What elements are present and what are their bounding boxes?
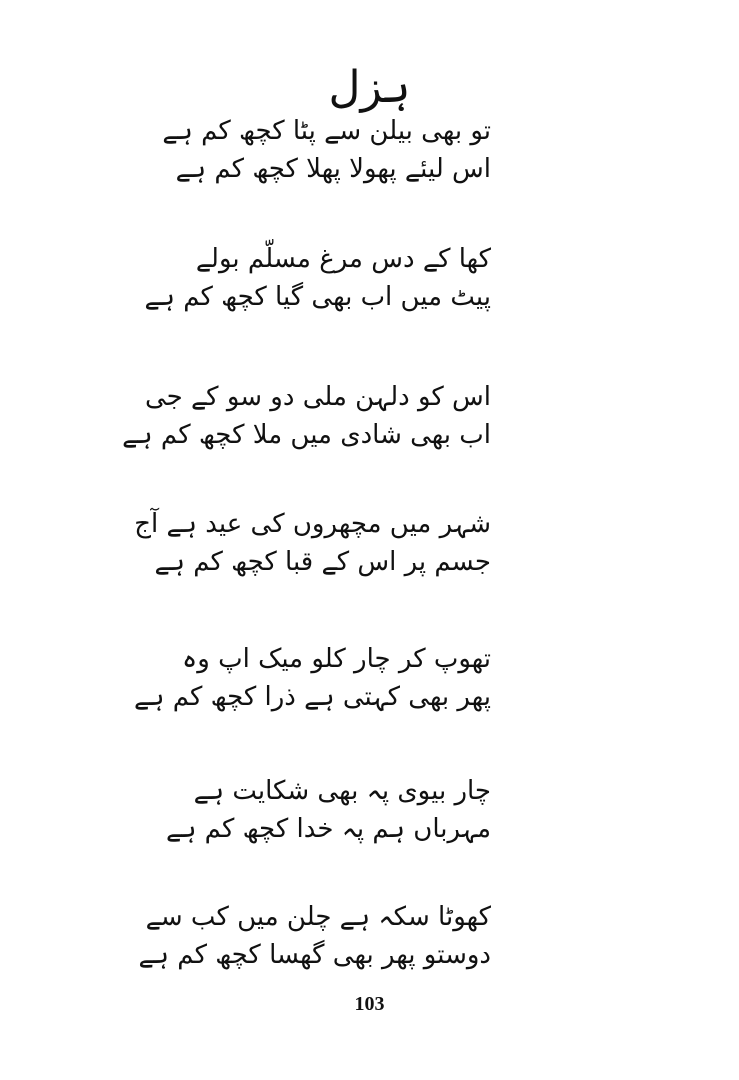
page-number: 103 <box>354 993 385 1015</box>
verse-line: اس کو دلہن ملی دو سو کے جی <box>144 382 491 412</box>
poem-title: ہزل <box>328 62 411 113</box>
stanza-4 <box>134 505 491 581</box>
stanza-6 <box>151 772 491 848</box>
verse-line: مہرباں ہم پہ خدا کچھ کم ہے <box>165 814 491 844</box>
stanza-7 <box>138 898 491 974</box>
stanza-1 <box>151 112 491 188</box>
verse-line: پھر بھی کہتی ہے ذرا کچھ کم ہے <box>133 682 491 712</box>
stanza-2 <box>144 240 491 316</box>
verse-line: پیٹ میں اب بھی گیا کچھ کم ہے <box>144 282 491 312</box>
verse-line: تھوپ کر چار کلو میک اپ وہ <box>182 644 491 674</box>
verse-line: دوستو پھر بھی گھسا کچھ کم ہے <box>138 940 491 970</box>
stanza-3 <box>122 378 491 454</box>
verse-line: تو بھی بیلن سے پٹا کچھ کم ہے <box>162 116 491 146</box>
verse-line: شہر میں مچھروں کی عید ہے آج <box>134 509 491 539</box>
verse-line: جسم پر اس کے قبا کچھ کم ہے <box>154 547 491 577</box>
verse-line: کھوٹا سکہ ہے چلن میں کب سے <box>145 902 491 932</box>
verse-line: اس لیئے پھولا پھلا کچھ کم ہے <box>175 154 491 184</box>
verse-line: کھا کے دس مرغ مسلّم بولے <box>195 244 491 274</box>
verse-line: چار بیوی پہ بھی شکایت ہے <box>193 776 491 806</box>
stanza-5 <box>133 640 491 716</box>
verse-line: اب بھی شادی میں ملا کچھ کم ہے <box>122 420 491 450</box>
